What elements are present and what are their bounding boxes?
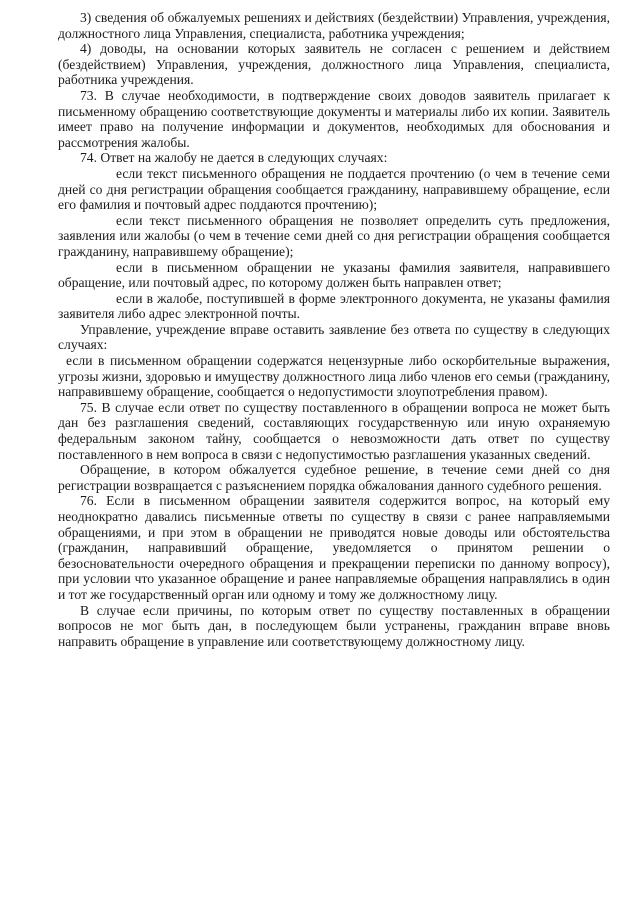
- paragraph-74: 74. Ответ на жалобу не дается в следующих случаях:: [80, 150, 388, 166]
- paragraph-refusal-case: если в письменном обращении содержатся нецензурные либо оскорбительные выражения, угрозы жизни, здоровью и имуществу должностного лица либо членов его семьи (гражданину, направившему обращение, сообщается о недопустимости злоупотребления правом).: [58, 353, 610, 400]
- document-page: [58, 10, 610, 649]
- paragraph-75: 75. В случае если ответ по существу поставленного в обращении вопроса не может быть дан без разглашения сведений, составляющих государственную или иную охраняемую федеральным законом тайну, сообщается о невозможности дать ответ по существу поставленного в нем вопроса в связи с недопустимостью разглашения указанных сведений.: [58, 399, 610, 462]
- paragraph-76: 76. Если в письменном обращении заявителя содержится вопрос, на который ему неоднократно давались письменные ответы по существу в связи с ранее направляемыми обращениями, и при этом в обращении не приводятся новые доводы или обстоятельства (гражданин, направивший обращение, уведомляется о принятом решении о безосновательности очередного обращения и прекращении переписки по данному вопросу), при условии что указанное обращение и ранее направляемые обращения направлялись в один и тот же государственный орган или одному и тому же должностному лицу.: [58, 493, 610, 602]
- paragraph-item-3: 3) сведения об обжалуемых решениях и действиях (бездействии) Управления, учреждения, должностного лица Управления, специалиста, работника учреждения;: [58, 10, 610, 41]
- paragraph-74-case-3: если в письменном обращении не указаны фамилия заявителя, направившего обращение, или почтовый адрес, по которому должен быть направлен ответ;: [58, 259, 610, 291]
- paragraph-refusal-intro: Управление, учреждение вправе оставить заявление без ответа по существу в следующих случаях:: [58, 321, 610, 353]
- paragraph-court-decision: Обращение, в котором обжалуется судебное решение, в течение семи дней со дня регистрации возвращается с разъяснением порядка обжалования данного судебного решения.: [58, 462, 610, 493]
- paragraph-74-case-2: если текст письменного обращения не позволяет определить суть предложения, заявления или жалобы (о чем в течение семи дней со дня регистрации обращения сообщается гражданину, направившему обращение);: [58, 212, 610, 259]
- paragraph-74-case-1: если текст письменного обращения не поддается прочтению (о чем в течение семи дней со дня регистрации обращения сообщается гражданину, направившему обращение, если его фамилия и почтовый адрес поддаются прочтению);: [58, 165, 610, 213]
- paragraph-item-4: 4) доводы, на основании которых заявитель не согласен с решением и действием (бездействием) Управления, учреждения, должностного лица Управления, специалиста, работника учреждения.: [58, 41, 610, 88]
- paragraph-resubmission: В случае если причины, по которым ответ по существу поставленных в обращении вопросов не мог быть дан, в последующем были устранены, гражданин вправе вновь направить обращение в управление или соответствующему должностному лицу.: [58, 602, 610, 649]
- paragraph-74-case-4: если в жалобе, поступившей в форме электронного документа, не указаны фамилия заявителя либо адрес электронной почты.: [58, 290, 610, 322]
- paragraph-73: 73. В случае необходимости, в подтверждение своих доводов заявитель прилагает к письменному обращению соответствующие документы и материалы либо их копии. Заявитель имеет право на получение информации и документов, необходимых для обоснования и рассмотрения жалобы.: [58, 87, 610, 150]
